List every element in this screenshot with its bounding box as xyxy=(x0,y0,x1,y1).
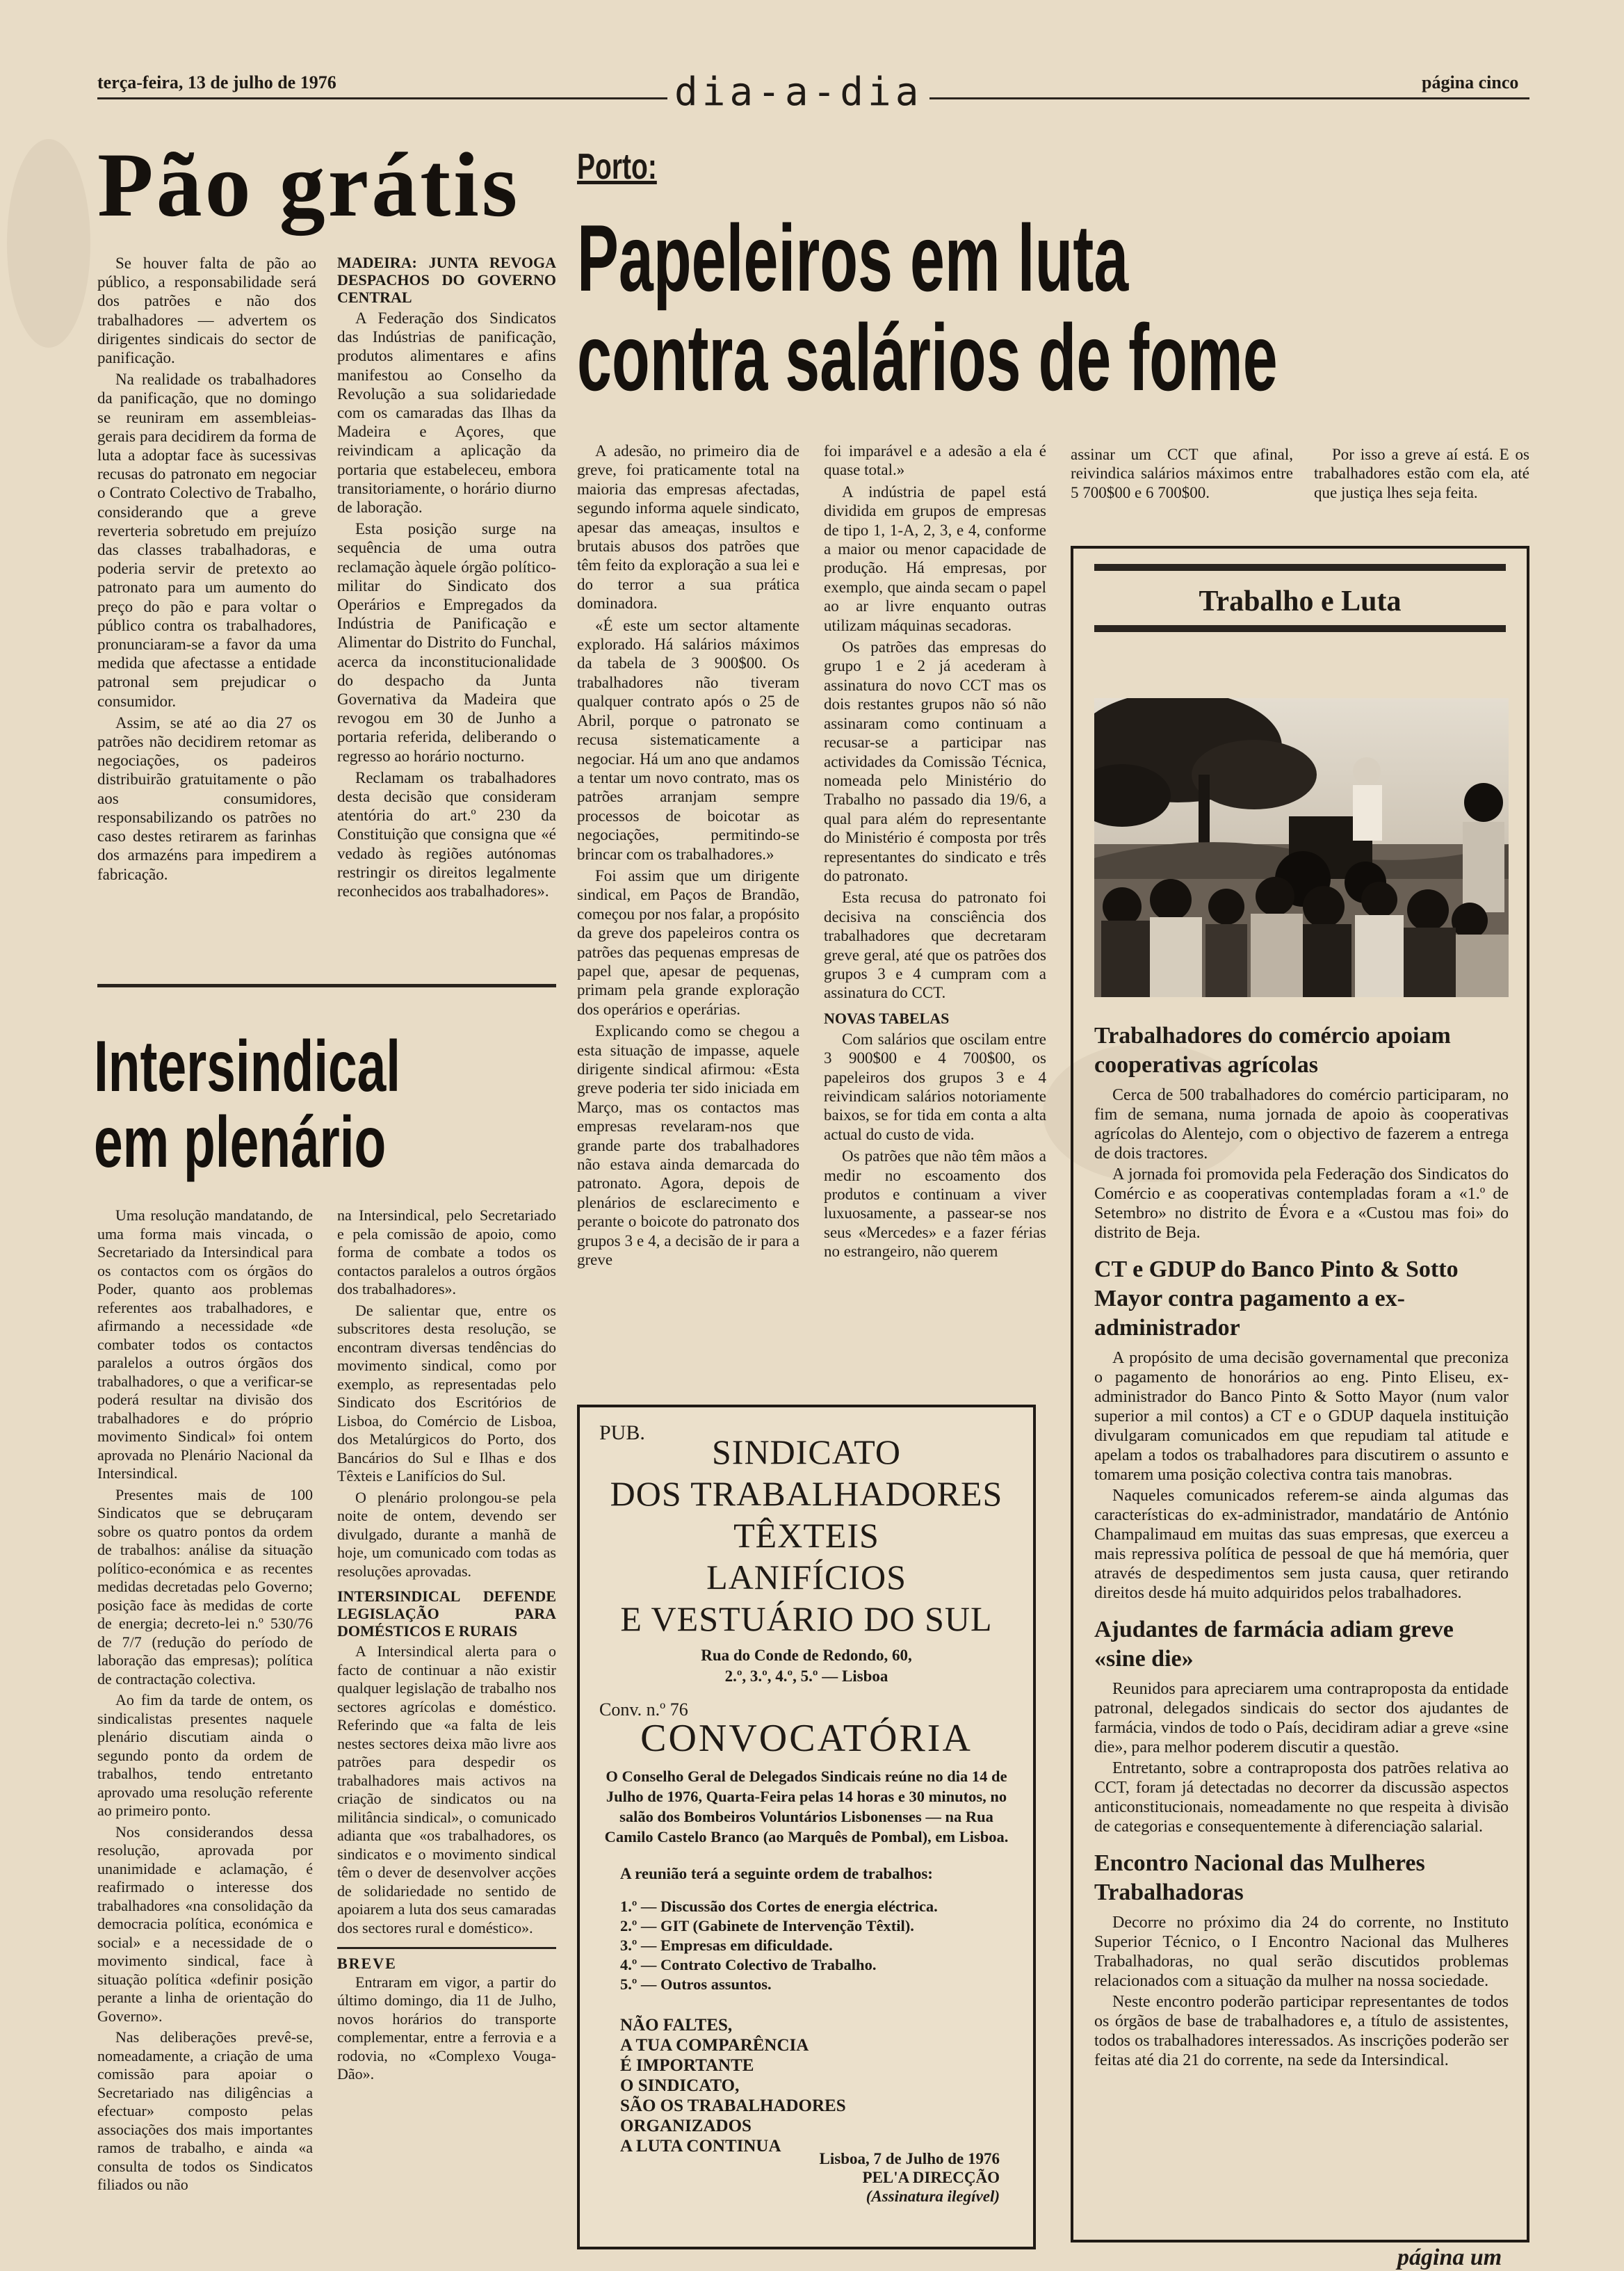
article-subhead-madeira: MADEIRA: JUNTA REVOGA DESPACHOS DO GOVERNO CENTRAL xyxy=(337,254,556,306)
signature-line: Lisboa, 7 de Julho de 1976 xyxy=(819,2150,1000,2167)
paragraph: Decorre no próximo dia 24 do corrente, no Instituto Superior Técnico, o I Encontro Nacional das Mulheres Trabalhadoras, no qual serão discutidos problemas relacionados com a situação da mulher na nossa sociedade. xyxy=(1094,1914,1509,1990)
paragraph: Explicando como se chegou a esta situação de impasse, aquele dirigente sindical afirmou: «Esta greve poderia ter sido iniciada em Março, mas os contactos mas empresas revelaram-nos que grande parte dos trabalhadores não estava ainda demarcada do patronato. Agora, depois de plenários de esclarecimento e perante o boicote do patronato dos grupos 3 e 4, a decisão de ir para a greve xyxy=(577,1022,799,1269)
paragraph: A adesão, no primeiro dia de greve, foi praticamente total na maioria das empresas afectadas, segundo informa aquele sindicato, apesar das ameaças, insultos e brutais abusos dos patrões que têm feito da exploração a sua lei e do terror a sua prática dominadora. xyxy=(577,442,799,613)
photo-workers-tractor xyxy=(1094,698,1509,997)
paragraph: Se houver falta de pão ao público, a responsabilidade será dos patrões e não dos trabalhadores — advertem os dirigentes sindicais do sector de panificação. xyxy=(97,254,316,367)
paragraph: Foi assim que um dirigente sindical, em Paços de Brandão, começou por nos falar, a propósito da greve dos papeleiros contra os patrões das pequenas empresas de papel que, apesar de pequenas, primam pela grande exploração dos operários e operárias. xyxy=(577,866,799,1018)
paragraph: Naqueles comunicados referem-se ainda algumas das características do ex-administrador, mandatário de António Champalimaud em muitas das suas empresas, que exerceu a mais repressiva política de pessoal de que há memória, quer através de despedimentos sem justa causa, quer retirando direitos desde há muito adquiridos pelos trabalhadores. xyxy=(1094,1487,1509,1602)
paragraph: A propósito de uma decisão governamental que preconiza o pagamento de honorários ao eng. Pinto Eliseu, ex-administrador do Banco Pinto & Sotto Mayor (num valor superior a mil contos) a CT e o GDUP daquela instituição divulgaram comunicados em que repudiam tal atitude e apelam a todos os trabalhadores para discutirem o assunto e tomarem uma posição colectiva contra tais manobras. xyxy=(1094,1349,1509,1484)
masthead-rule-right xyxy=(918,97,1529,99)
news-item xyxy=(1094,1255,1509,1603)
pub-address xyxy=(599,1645,1014,1687)
call-line: O SINDICATO, xyxy=(620,2076,740,2095)
pub-conv-number: Conv. n.º 76 xyxy=(599,1699,688,1720)
news-item-headline: CT e GDUP do Banco Pinto & Sotto Mayor contra pagamento a ex-administrador xyxy=(1094,1256,1459,1341)
article-porto-col2 xyxy=(824,442,1046,1264)
sidebar-top-rule xyxy=(1094,564,1506,571)
call-line: NÃO FALTES, xyxy=(620,2016,733,2035)
sidebar-title-rule xyxy=(1094,625,1506,632)
paragraph: Na realidade os trabalhadores da panificação, que no domingo se reuniram em assembleias-gerais para decidirem da forma de luta a adoptar face às sucessivas recusas do patronato em negociar o Contrato Colectivo de Trabalho, considerando que a greve reverteria sobretudo em prejuízo das classes trabalhadoras, e poderia servir de pretexto ao patronato para um aumento do preço do pão e para voltar o público contra os trabalhadores, pronunciaram-se a favor da uma medida que afectasse a entidade patronal sem prejudicar o consumidor. xyxy=(97,371,316,710)
call-line: A LUTA CONTINUA xyxy=(620,2137,781,2156)
signature-line: (Assinatura ilegível) xyxy=(866,2188,1000,2205)
paragraph: Entraram em vigor, a partir do último domingo, dia 11 de Julho, novos horários do transporte complementar, entre a ferrovia e a rodovia, no «Complexo Vouga-Dão». xyxy=(337,1973,556,2083)
paragraph: Uma resolução mandatando, de uma forma mais vincada, o Secretariado da Intersindical para os contactos com os órgãos do Poder, quanto aos problemas referentes aos trabalhadores, e afirmando a necessidade «de combater todos os contactos paralelos a outros órgãos dos trabalhadores, o que a verificar-se poderá resultar na divisão dos trabalhadores e do próprio movimento Sindical» foi ontem aprovada no Plenário Nacional da Intersindical. xyxy=(97,1206,313,1482)
paragraph: Por isso a greve aí está. E os trabalhadores estão com ela, até que justiça lhes seja feita. xyxy=(1314,446,1529,501)
article-title-pao: Pão grátis xyxy=(97,134,521,236)
address-line: Rua do Conde de Redondo, 60, xyxy=(701,1647,912,1664)
advertisement-convocatoria xyxy=(577,1405,1036,2249)
paper-stain xyxy=(7,139,90,348)
agenda-item: 1.º — Discussão dos Cortes de energia eléctrica. xyxy=(620,1898,938,1915)
article-intersindical-col1 xyxy=(97,1206,313,2197)
sidebar-articles xyxy=(1094,1009,1509,2071)
paragraph: Reunidos para apreciarem uma contraproposta da entidade patronal, delegados sindicais do sector dos ajudantes de farmácia, vindos de todo o País, decidiram adiar a greve «sine die», para melhor poderem discutir a questão. xyxy=(1094,1680,1509,1756)
paragraph: Os patrões das empresas do grupo 1 e 2 já acederam à assinatura do novo CCT mas os dois restantes grupos não só não assinaram como continuam a recusar-se a participar nas actividades da Comissão Técnica, nomeada pelo Ministério do Trabalho no passado dia 19/6, a qual para além do representante do Ministério é composta por três representantes do sindicato e três do patronato. xyxy=(824,638,1046,884)
title-line: Papeleiros em luta xyxy=(577,205,1129,311)
article-subhead: INTERSINDICAL DEFENDE LEGISLAÇÃO PARA DOMÉSTICOS E RURAIS xyxy=(337,1587,556,1640)
section-title: dia-a-dia xyxy=(667,70,929,115)
divider xyxy=(97,984,556,987)
paragraph: na Intersindical, pelo Secretariado e pela comissão de apoio, como forma de combate a todos os contactos paralelos a outros órgãos dos trabalhadores». xyxy=(337,1206,556,1298)
paragraph: De salientar que, entre os subscritores desta resolução, se encontram diversas tendências do movimento sindical, como por exemplo, as representadas pelo Sindicato dos Escritórios de Lisboa, do Comércio de Lisboa, dos Metalúrgicos do Porto, dos Bancários do Sul e Ilhas e dos Têxteis e Lanifícios do Sul. xyxy=(337,1301,556,1485)
article-kicker-porto: Porto: xyxy=(577,147,657,187)
news-item-headline: Ajudantes de farmácia adiam greve «sine die» xyxy=(1094,1617,1454,1672)
page-number: página cinco xyxy=(1422,72,1519,92)
article-porto-col3 xyxy=(1071,445,1293,505)
article-subhead: NOVAS TABELAS xyxy=(824,1009,950,1027)
pub-org-name xyxy=(599,1431,1014,1640)
article-title-intersindical xyxy=(94,1026,494,1183)
signature-line: PEL'A DIRECÇÃO xyxy=(862,2169,1000,2186)
paragraph: Presentes mais de 100 Sindicatos que se debruçaram sobre os quatro pontos da ordem de trabalhos: análise da situação político-económica e as recentes medidas decretadas pelo Governo; posição face às medidas de corte de energia; decreto-lei n.º 530/76 de 7/7 (redução do período de laboração das empresas); política de contractação colectiva. xyxy=(97,1485,313,1688)
call-line: É IMPORTANTE xyxy=(620,2056,754,2075)
article-madeira xyxy=(337,254,556,903)
news-item xyxy=(1094,1021,1509,1243)
divider xyxy=(337,1947,556,1949)
org-line: E VESTUÁRIO DO SUL xyxy=(620,1599,993,1638)
paragraph: Esta posição surge na sequência de uma outra reclamação àquele órgão político-militar do Sindicato dos Operários e Empregados da Indústria de Panificação e Alimentar do Distrito do Funchal, acerca da inconstitucionalidade do despacho da Junta Governativa da Madeira que revogou em 30 de Junho a portaria referida, deliberando o regresso ao horário nocturno. xyxy=(337,520,556,765)
article-pao-col1 xyxy=(97,254,316,887)
paragraph: foi imparável e a adesão a ela é quase total.» xyxy=(824,442,1046,479)
call-line: SÃO OS TRABALHADORES xyxy=(620,2096,846,2115)
paragraph: Ao fim da tarde de ontem, os sindicalistas presentes naquele plenário discutiam ainda o segundo ponto da ordem de trabalhos, tendo entretanto aprovado uma resolução referente ao primeiro ponto. xyxy=(97,1691,313,1819)
pub-call xyxy=(620,2015,1014,2156)
paragraph: O plenário prolongou-se pela noite de ontem, devendo ser divulgado, durante a manhã de hoje, um comunicado com todas as resoluções aprovadas. xyxy=(337,1488,556,1580)
article-intersindical-col2 xyxy=(337,1206,556,2087)
call-line: A TUA COMPARÊNCIA xyxy=(620,2036,809,2055)
paragraph: assinar um CCT que afinal, reivindica salários máximos entre 5 700$00 e 6 700$00. xyxy=(1071,446,1293,501)
org-line: LANIFÍCIOS xyxy=(706,1558,907,1597)
paragraph: Com salários que oscilam entre 3 900$00 e 4 700$00, os papeleiros dos grupos 3 e 4 reivindicam salários notoriamente baixos, se for tida em conta a alta actual do custo de vida. xyxy=(824,1030,1046,1143)
pub-order-heading: A reunião terá a seguinte ordem de trabalhos: xyxy=(620,1865,933,1882)
title-line: em plenário xyxy=(94,1102,387,1183)
breve-label: BREVE xyxy=(337,1955,397,1972)
pub-signature xyxy=(599,2149,1014,2206)
org-line: DOS TRABALHADORES xyxy=(610,1474,1003,1513)
paragraph: Assim, se até ao dia 27 os patrões não decidirem retomar as negociações, os padeiros distribuirão gratuitamente o pão aos consumidores, responsabilizando os patrões no caso destes retirarem as farinhas dos armazéns para impedirem a fabricação. xyxy=(97,713,316,883)
paragraph: Cerca de 500 trabalhadores do comércio participaram, no fim de semana, numa jornada de apoio às cooperativas agrícolas do Alentejo, com o objectivo de fazerem a entrega de dois tractores. xyxy=(1094,1086,1509,1163)
masthead-date: terça-feira, 13 de julho de 1976 xyxy=(97,72,336,92)
paragraph: Reclamam os trabalhadores desta decisão que consideram atentória do art.º 230 da Constituição que consigna que «é vedado às regiões autónomas restringir os direitos legalmente reconhecidos aos trabalhadores». xyxy=(337,768,556,900)
sidebar-title: Trabalho e Luta xyxy=(1199,585,1402,617)
paragraph: Esta recusa do patronato foi decisiva na consciência dos trabalhadores que decretaram greve geral, até que os patrões dos grupos 3 e 4 cumpram com a assinatura do CCT. xyxy=(824,889,1046,1002)
sidebar-trabalho-e-luta xyxy=(1071,546,1529,2242)
paragraph: A indústria de papel está dividida em grupos de empresas de tipo 1, 1-A, 2, 3, e 4, conforme a maior ou menor capacidade de produção. Há empresas, por exemplo, que ainda secam o papel ao ar livre enquanto outras utilizam máquinas secadoras. xyxy=(824,483,1046,634)
org-line: SINDICATO xyxy=(712,1432,901,1471)
pub-agenda xyxy=(620,1897,1014,1994)
news-item-headline: Trabalhadores do comércio apoiam cooperativas agrícolas xyxy=(1094,1023,1451,1078)
title-line: Intersindical xyxy=(94,1026,401,1107)
agenda-item: 4.º — Contrato Colectivo de Trabalho. xyxy=(620,1956,877,1973)
news-item xyxy=(1094,1615,1509,1836)
agenda-item: 5.º — Outros assuntos. xyxy=(620,1975,772,1993)
news-item xyxy=(1094,1849,1509,2070)
paragraph: A Federação dos Sindicatos das Indústrias de panificação, produtos alimentares e afins manifestou ao Conselho da Revolução a sua solidariedade com os camaradas das Ilhas da Madeira e Açores, que reivindicam a aplicação da portaria que estabeleceu, embora transitoriamente, o horário diurno de laboração. xyxy=(337,309,556,517)
masthead-rule-left xyxy=(97,97,667,99)
pub-label: PUB. xyxy=(599,1421,645,1444)
paragraph: Nos considerandos dessa resolução, aprovada por unanimidade e aclamação, é reafirmado o interesse dos trabalhadores «na consolidação da democracia política, económica e social» e a necessidade de o movimento sindical, face à situação política «definir posição perante a linha de orientação do Governo». xyxy=(97,1823,313,2025)
article-title-porto xyxy=(577,205,1357,410)
pub-text: O Conselho Geral de Delegados Sindicais reúne no dia 14 de Julho de 1976, Quarta-Feira pelas 14 horas e 30 minutos, no salão dos Bombeiros Voluntários Lisbonenses — na Rua Camilo Castelo Branco (ao Marquês de Pombal), em Lisboa. xyxy=(604,1768,1009,1845)
paragraph: A jornada foi promovida pela Federação dos Sindicatos do Comércio e as cooperativas contempladas foram a «1.º de Setembro» no distrito de Évora e a «Custou mas foi» do distrito de Beja. xyxy=(1094,1165,1509,1242)
article-porto-col1 xyxy=(577,442,799,1272)
paragraph: Os patrões que não têm mãos a medir no escoamento dos produtos e continuam a viver luxuosamente, a passear-se nos seus «Mercedes» e a fazer férias no estrangeiro, não querem xyxy=(824,1147,1046,1261)
org-line: TÊXTEIS xyxy=(733,1516,879,1555)
paragraph: «É este um sector altamente explorado. Há salários máximos da tabela de 3 900$00. Os trabalhadores não tiveram qualquer contrato após o 25 de Abril, porque o patronato se recusa sistematicamente a negociar. Há um ano que andamos a tentar um novo contrato, mas os patrões arranjam sempre processos de boicotar as negociações, permitindo-se brincar com os trabalhadores.» xyxy=(577,616,799,863)
agenda-item: 2.º — GIT (Gabinete de Intervenção Têxtil). xyxy=(620,1917,914,1934)
paragraph: Entretanto, sobre a contraproposta dos patrões relativa ao CCT, foram já detectadas no decorrer da discussão aspectos anticonstitucionais, nomeadamente no que respeita à divisão de categorias e consequentemente à diferenciação salarial. xyxy=(1094,1759,1509,1836)
news-item-headline: Encontro Nacional das Mulheres Trabalhadoras xyxy=(1094,1850,1425,1905)
address-line: 2.º, 3.º, 4.º, 5.º — Lisboa xyxy=(724,1667,888,1685)
article-porto-col4 xyxy=(1314,445,1529,505)
next-page-link[interactable]: página um xyxy=(1397,2245,1502,2270)
call-line: ORGANIZADOS xyxy=(620,2117,752,2135)
title-line: contra salários de fome xyxy=(577,304,1278,410)
pub-title: CONVOCATÓRIA xyxy=(640,1717,973,1760)
paragraph: Nas deliberações prevê-se, nomeadamente, a criação de uma comissão para apoiar o Secretariado nas diligências a efectuar» composto pelas associações dos mais importantes ramos de trabalho, e ainda «a consulta de todos os Sindicatos filiados ou não xyxy=(97,2028,313,2193)
paragraph: Neste encontro poderão participar representantes de todos os órgãos de base de trabalhadores e, a título de assistentes, todos os trabalhadores interessados. As inscrições poderão ser feitas até dia 21 do corrente, na sede da Intersindical. xyxy=(1094,1993,1509,2069)
agenda-item: 3.º — Empresas em dificuldade. xyxy=(620,1937,833,1954)
paragraph: A Intersindical alerta para o facto de continuar a não existir qualquer legislação de trabalho nos sectores agrícolas e doméstico. Referindo que «a falta de leis nestes sectores deixa mão livre aos patrões para despedir os trabalhadores mais activos na criação de sindicatos ou na militância sindical», o comunicado adianta que «os trabalhadores, os sindicatos e o movimento sindical têm o dever de desenvolver acções de solidariedade no sentido de apoiarem a luta dos seus camaradas dos sectores rural e doméstico». xyxy=(337,1642,556,1937)
